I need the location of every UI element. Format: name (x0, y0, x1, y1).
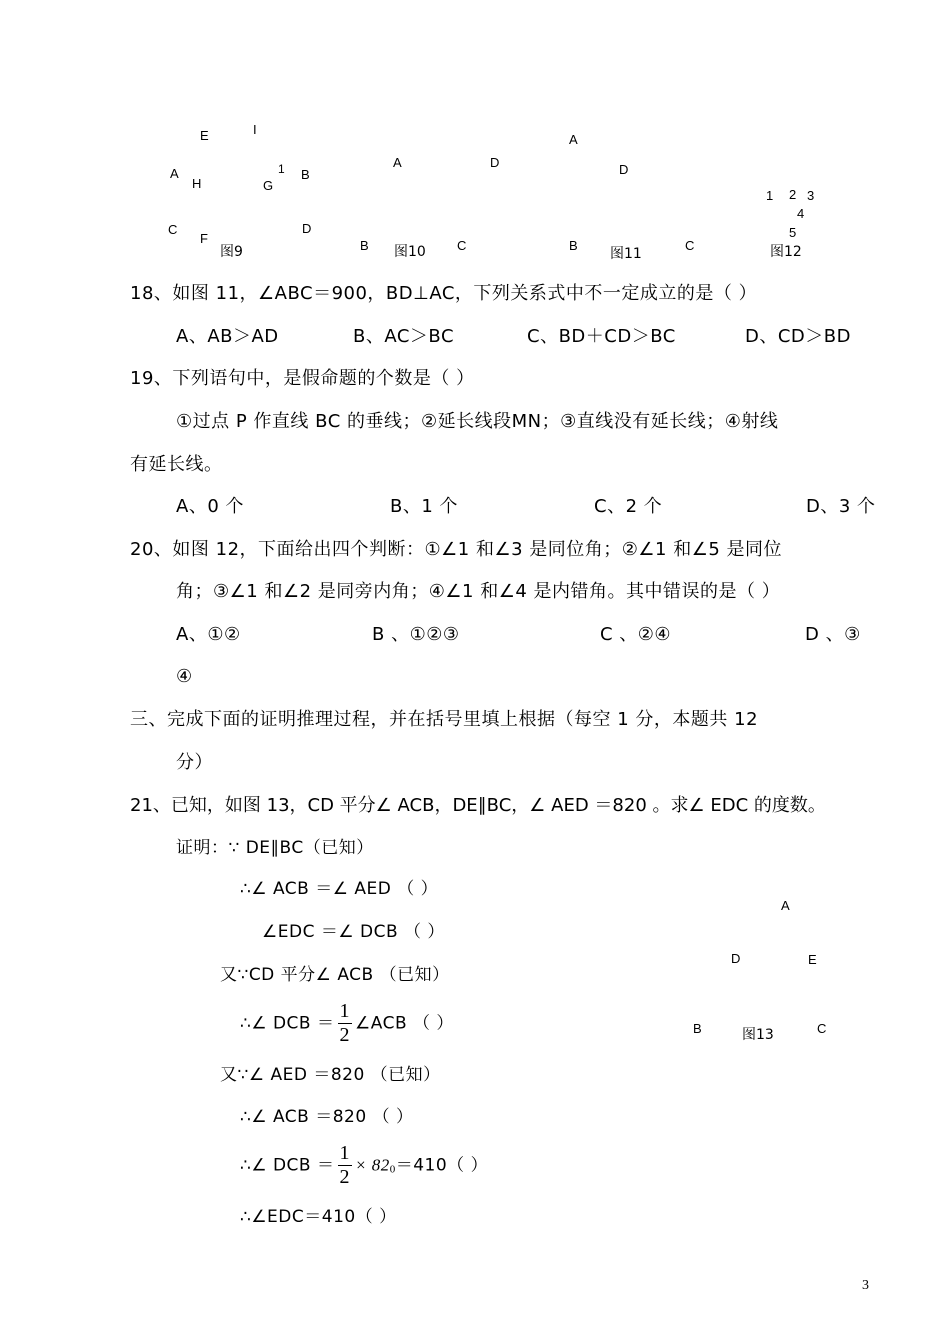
fig9-label-D: D (302, 221, 312, 236)
proof-step-8-rhs: ＝410（ ） (395, 1155, 489, 1176)
proof-step-4: 又∵CD 平分∠ ACB （已知） (220, 965, 450, 985)
fig13-label-C: C (817, 1021, 827, 1036)
q19-option-a: A、0 个 (176, 496, 244, 517)
fraction-numerator: 1 (339, 1142, 350, 1164)
q19-option-c: C、2 个 (594, 496, 663, 517)
fig10-label-C: C (457, 238, 467, 253)
fig12-label-1: 1 (766, 188, 774, 203)
fig10-label-A: A (393, 155, 402, 170)
q20-line1: 20、如图 12，下面给出四个判断：①∠1 和∠3 是同位角；②∠1 和∠5 是同位 (130, 539, 783, 560)
fig13-label-A: A (781, 898, 790, 913)
proof-step-5-rhs: ∠ACB （ ） (355, 1013, 454, 1034)
fraction-numerator: 1 (339, 1000, 350, 1022)
proof-step-6: 又∵∠ AED ＝820 （已知） (220, 1065, 441, 1085)
q19-option-b: B、1 个 (390, 496, 459, 517)
q20-option-b: B 、①②③ (372, 624, 460, 645)
fig13-label-D: D (731, 951, 741, 966)
fig10-label-D: D (490, 155, 500, 170)
fig9-label-B: B (301, 167, 310, 182)
fig9-label-H: H (192, 176, 202, 191)
q20-option-d: D 、③ (805, 624, 861, 645)
fig9-label-I: I (253, 122, 257, 137)
proof-step-8-lhs: ∴∠ DCB ＝ (240, 1155, 335, 1176)
q18-option-b: B、AC＞BC (353, 326, 455, 347)
fraction-denominator: 2 (339, 1024, 350, 1046)
q20-option-d-wrap: ④ (176, 666, 193, 687)
q20-option-a: A、①② (176, 624, 241, 645)
proof-step-2: ∴∠ ACB ＝∠ AED （ ） (240, 879, 439, 899)
q18-option-d: D、CD＞BD (745, 326, 851, 347)
proof-step-1: 证明：∵ DE∥BC（已知） (176, 838, 374, 858)
q18-stem: 18、如图 11，∠ABC＝900，BD⊥AC，下列关系式中不一定成立的是（ ） (130, 283, 758, 304)
q19-stem: 19、下列语句中，是假命题的个数是（ ） (130, 368, 475, 389)
fig12-label-2: 2 (789, 187, 797, 202)
fig10-caption: 图10 (394, 244, 426, 260)
fig12-caption: 图12 (770, 244, 802, 260)
fig11-label-D: D (619, 162, 629, 177)
fig11-label-A: A (569, 132, 578, 147)
q19-line2: 有延长线。 (130, 454, 223, 475)
proof-step-5-lhs: ∴∠ DCB ＝ (240, 1013, 335, 1034)
times-82: × 82 (355, 1155, 390, 1175)
q20-option-c: C 、②④ (600, 624, 672, 645)
fig9-label-E: E (200, 128, 209, 143)
fig13-label-B: B (693, 1021, 702, 1036)
q19-line1: ①过点 P 作直线 BC 的垂线；②延长线段MN；③直线没有延长线；④射线 (176, 411, 779, 432)
fig9-label-F: F (200, 231, 208, 246)
fig9-label-C: C (168, 222, 178, 237)
q21-stem: 21、已知，如图 13，CD 平分∠ ACB，DE∥BC，∠ AED ＝820 。求∠ EDC 的度数。 (130, 795, 826, 816)
fig9-caption: 图9 (220, 244, 243, 260)
fig12-label-5: 5 (789, 225, 797, 240)
page-number: 3 (862, 1278, 869, 1293)
fig9-label-G: G (263, 178, 274, 193)
proof-step-8 (240, 1143, 488, 1188)
proof-step-9: ∴∠EDC＝410（ ） (240, 1207, 397, 1227)
fig13-label-E: E (808, 952, 817, 967)
fig12-label-4: 4 (797, 206, 805, 221)
fig11-label-C: C (685, 238, 695, 253)
fraction-one-half (338, 1001, 353, 1046)
fig11-caption: 图11 (610, 246, 642, 262)
q18-option-a: A、AB＞AD (176, 326, 279, 347)
proof-step-3: ∠EDC ＝∠ DCB （ ） (262, 922, 445, 942)
fig10-label-B: B (360, 238, 369, 253)
fig13-caption: 图13 (742, 1027, 774, 1043)
proof-step-5 (240, 1001, 454, 1046)
q19-option-d: D、3 个 (806, 496, 876, 517)
q20-line2: 角；③∠1 和∠2 是同旁内角；④∠1 和∠4 是内错角。其中错误的是（ ） (176, 581, 781, 602)
fig12-label-3: 3 (807, 188, 815, 203)
proof-step-7: ∴∠ ACB ＝820 （ ） (240, 1107, 414, 1127)
section3-heading: 三、完成下面的证明推理过程，并在括号里填上根据（每空 1 分，本题共 12 (130, 709, 759, 730)
q18-option-c: C、BD＋CD＞BC (527, 326, 676, 347)
section3-heading-cont: 分） (176, 752, 213, 773)
fraction-denominator: 2 (339, 1166, 350, 1188)
fig9-label-A: A (170, 166, 179, 181)
degree-mark: 0 (389, 1163, 396, 1176)
fraction-one-half-2 (338, 1143, 353, 1188)
fig11-label-B: B (569, 238, 578, 253)
fig9-label-1: 1 (278, 162, 285, 176)
